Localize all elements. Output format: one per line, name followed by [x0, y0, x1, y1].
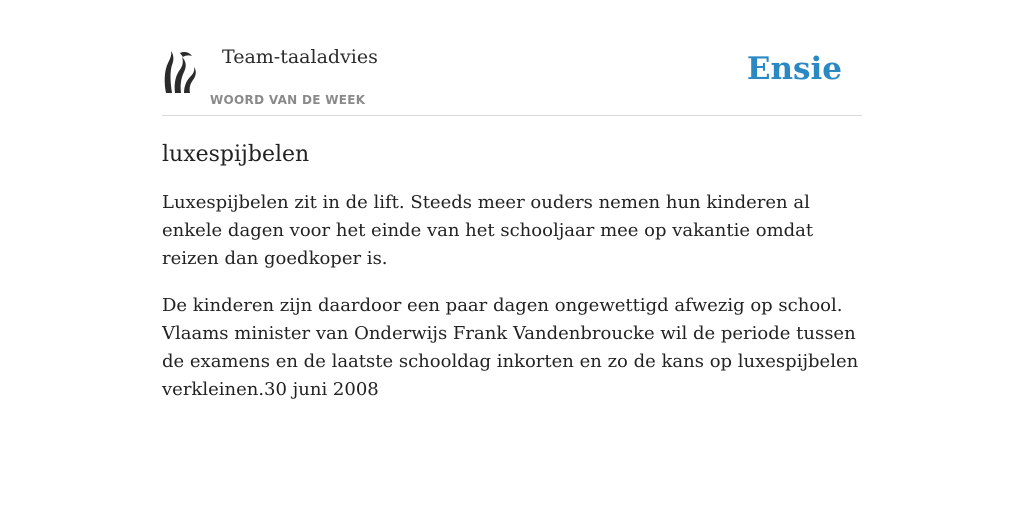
word-of-the-week-card [162, 40, 862, 404]
site-name[interactable]: Team-taaladvies [222, 46, 378, 68]
article-paragraph: Luxespijbelen zit in de lift. Steeds meer ouders nemen hun kinderen al enkele dagen voor het einde van het schooljaar mee op vakantie omdat reizen dan goedkoper is. [162, 192, 814, 269]
section-label: WOORD VAN DE WEEK [210, 93, 366, 107]
flemish-lion-logo-icon [162, 49, 198, 95]
word-title: luxespijbelen [162, 142, 310, 167]
brand-logo-text[interactable]: Ensie [746, 51, 842, 87]
card-header [162, 40, 862, 116]
article-paragraph: De kinderen zijn daardoor een paar dagen ongewettigd afwezig op school. Vlaams minister van Onderwijs Frank Vandenbroucke wil de periode tussen de examens en de laatste schooldag inkorten en zo de kans op luxespijbelen verkleinen.30 juni 2008 [162, 295, 859, 400]
